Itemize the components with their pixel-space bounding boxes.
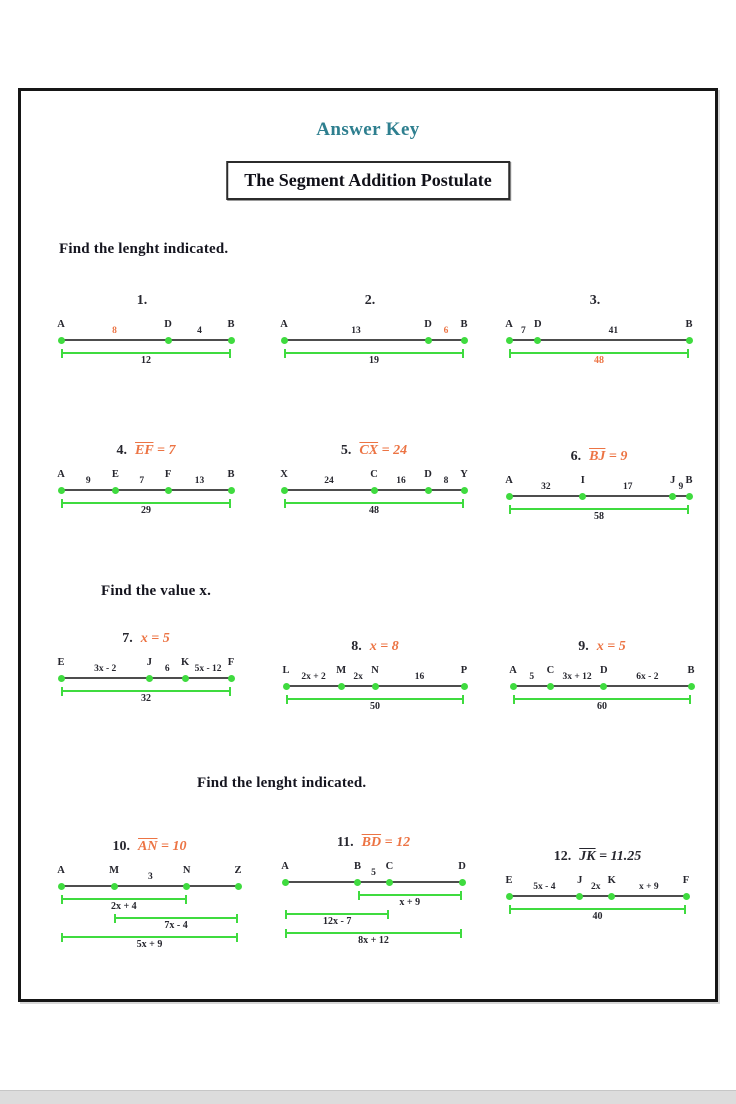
point-dot <box>58 337 65 344</box>
point-label: A <box>280 319 288 330</box>
worksheet-title: The Segment Addition Postulate <box>244 170 492 190</box>
point-label: D <box>424 319 432 330</box>
measure-line <box>285 913 389 915</box>
point-dot <box>386 879 393 886</box>
segment-line <box>509 895 686 897</box>
problem-number: 5. <box>340 443 352 458</box>
problem-number: 10. <box>112 839 131 854</box>
measure-value: 12x - 7 <box>323 916 352 927</box>
problem-11 <box>281 835 466 948</box>
point-label: C <box>370 469 378 480</box>
measure-line <box>285 932 462 934</box>
segment-line <box>285 881 462 883</box>
measure-line <box>114 917 238 919</box>
problem-4 <box>57 443 235 518</box>
point-dot <box>372 683 379 690</box>
point-label: F <box>227 657 235 668</box>
measure-value: 5x + 9 <box>136 939 163 950</box>
segment-length-label: 6 <box>443 326 449 336</box>
problem-answer <box>359 443 407 458</box>
segment-length-label: 5 <box>529 672 535 682</box>
segment-diagram <box>282 663 468 695</box>
point-label: A <box>57 865 65 876</box>
problem-title <box>284 293 464 313</box>
point-dot <box>338 683 345 690</box>
measure-line <box>61 936 238 938</box>
section-heading-find-length-2: Find the lenght indicated. <box>197 775 367 791</box>
answer-part: $\overline{AN}$ <box>138 839 158 854</box>
section-heading-find-length-1: Find the lenght indicated. <box>59 241 229 257</box>
problem-answer <box>141 631 170 646</box>
point-label: E <box>57 657 65 668</box>
point-dot <box>461 487 468 494</box>
point-label: B <box>685 319 693 330</box>
point-dot <box>669 493 676 500</box>
point-label: C <box>385 861 394 872</box>
segment-length-label: 4 <box>197 326 202 336</box>
point-dot <box>235 883 242 890</box>
point-label: J <box>577 875 583 886</box>
problem-number: 1. <box>136 293 148 308</box>
point-dot <box>688 683 695 690</box>
point-dot <box>608 893 615 900</box>
measure-bar <box>61 349 231 368</box>
segment-length-label: 9 <box>678 482 684 492</box>
measure-value: 29 <box>141 505 151 516</box>
measure-line <box>358 894 462 896</box>
point-label: M <box>336 665 347 676</box>
problem-title <box>61 631 231 651</box>
point-dot <box>686 337 693 344</box>
segment-length-label: 2x + 2 <box>301 672 326 682</box>
segment-length-label: 3x + 12 <box>562 672 592 682</box>
measure-line <box>509 908 686 910</box>
problem-2 <box>280 293 468 368</box>
segment-line <box>61 489 231 491</box>
measure-line <box>284 502 464 504</box>
segment-length-label: 5x - 12 <box>194 664 222 674</box>
problem-9 <box>509 639 695 714</box>
point-label: I <box>580 475 585 486</box>
point-dot <box>58 883 65 890</box>
segment-diagram <box>57 317 235 349</box>
answer-part: = 7 <box>153 443 176 458</box>
point-dot <box>281 487 288 494</box>
point-dot <box>182 675 189 682</box>
problem-number: 12. <box>553 849 572 864</box>
point-label: D <box>164 319 172 330</box>
measure-bar <box>285 910 389 929</box>
answer-part: = 24 <box>378 443 408 458</box>
measure-line <box>61 352 231 354</box>
point-label: B <box>460 319 468 330</box>
measure-line <box>61 690 231 692</box>
problem-answer <box>589 449 627 464</box>
measure-bar <box>509 905 686 924</box>
problem-8 <box>282 639 468 714</box>
point-dot <box>354 879 361 886</box>
problem-title <box>284 443 464 463</box>
measure-line <box>284 352 464 354</box>
point-dot <box>579 493 586 500</box>
point-dot <box>461 683 468 690</box>
problem-12 <box>505 849 690 924</box>
segment-diagram <box>57 863 242 895</box>
measure-bar <box>509 349 689 368</box>
point-dot <box>281 337 288 344</box>
answer-key-heading: Answer Key <box>316 119 420 140</box>
segment-length-label: 6x - 2 <box>636 672 659 682</box>
point-dot <box>534 337 541 344</box>
point-dot <box>146 675 153 682</box>
segment-length-label: 5 <box>371 868 376 878</box>
point-label: E <box>505 875 513 886</box>
point-dot <box>165 487 172 494</box>
answer-part: = 9 <box>605 449 628 464</box>
problem-number: 11. <box>336 835 354 850</box>
segment-length-label: 2x <box>353 672 363 682</box>
point-label: M <box>109 865 120 876</box>
measure-bar <box>358 891 462 910</box>
problem-answer <box>579 849 641 864</box>
measure-bar <box>286 695 464 714</box>
segment-line <box>284 339 464 341</box>
answer-part: $\overline{EF}$ <box>135 443 154 458</box>
point-dot <box>600 683 607 690</box>
measure-value: 48 <box>594 355 604 366</box>
problem-answer <box>362 835 410 850</box>
measure-value: 7x - 4 <box>164 920 188 931</box>
measure-value: 2x + 4 <box>110 901 137 912</box>
problem-title <box>509 293 689 313</box>
segment-length-label: 6 <box>164 664 170 674</box>
problem-answer <box>135 443 175 458</box>
point-dot <box>282 879 289 886</box>
point-label: F <box>164 469 172 480</box>
point-dot <box>506 893 513 900</box>
answer-part: x = 5 <box>596 639 626 654</box>
measure-bar <box>61 933 238 952</box>
problem-number: 4. <box>116 443 128 458</box>
point-label: N <box>182 865 191 876</box>
measure-bar <box>61 687 231 706</box>
point-dot <box>112 487 119 494</box>
segment-diagram <box>57 655 235 687</box>
measure-bar <box>285 929 462 948</box>
point-label: A <box>509 665 517 676</box>
measure-value: 19 <box>369 355 379 366</box>
segment-diagram <box>57 467 235 499</box>
problem-6 <box>505 449 693 524</box>
point-label: J <box>670 475 676 486</box>
segment-length-label: 13 <box>351 326 361 336</box>
problem-answer <box>370 639 399 654</box>
point-label: P <box>460 665 468 676</box>
problem-1 <box>57 293 235 368</box>
measure-bar <box>61 895 187 914</box>
problem-title <box>61 293 231 313</box>
point-label: K <box>607 875 616 886</box>
point-dot <box>228 675 235 682</box>
measure-value: 50 <box>370 701 380 712</box>
segment-length-label: 8 <box>112 326 117 336</box>
measure-bar <box>114 914 238 933</box>
measure-line <box>513 698 691 700</box>
measure-value: 58 <box>594 511 604 522</box>
problem-10 <box>57 839 242 952</box>
problem-title <box>509 449 689 469</box>
point-label: Y <box>460 469 468 480</box>
point-dot <box>506 493 513 500</box>
point-label: D <box>458 861 466 872</box>
problem-number: 7. <box>122 631 133 646</box>
answer-part: = 12 <box>381 835 411 850</box>
answer-part: x = 8 <box>369 639 399 654</box>
problem-5 <box>280 443 468 518</box>
point-dot <box>425 487 432 494</box>
problem-answer <box>597 639 626 654</box>
problem-title <box>285 835 462 855</box>
segment-length-label: 17 <box>623 482 633 492</box>
point-label: C <box>546 665 555 676</box>
answer-part: $\overline{BD}$ <box>361 835 382 850</box>
point-label: D <box>424 469 432 480</box>
problem-number: 9. <box>578 639 589 654</box>
problem-number: 3. <box>589 293 601 308</box>
point-label: B <box>685 475 693 486</box>
segment-diagram <box>505 317 693 349</box>
point-label: J <box>146 657 153 668</box>
point-dot <box>228 487 235 494</box>
point-label: A <box>57 319 65 330</box>
segment-diagram <box>505 873 690 905</box>
measure-value: 32 <box>141 693 151 704</box>
answer-part: $\overline{JK}$ <box>579 849 596 864</box>
problem-title <box>509 849 686 869</box>
point-label: A <box>57 469 65 480</box>
measure-bar <box>61 499 231 518</box>
measure-line <box>61 502 231 504</box>
measure-value: x + 9 <box>399 897 421 908</box>
problem-number: 6. <box>570 449 582 464</box>
point-label: B <box>227 469 235 480</box>
segment-length-label: 7 <box>139 476 145 486</box>
point-label: E <box>111 469 119 480</box>
worksheet-frame <box>18 88 718 1002</box>
point-dot <box>425 337 432 344</box>
worksheet-title-box <box>226 161 510 200</box>
point-label: B <box>227 319 235 330</box>
segment-length-label: 3x - 2 <box>94 664 117 674</box>
point-dot <box>576 893 583 900</box>
segment-line <box>509 495 689 497</box>
point-dot <box>183 883 190 890</box>
page-bottom-strip <box>0 1090 736 1104</box>
point-dot <box>111 883 118 890</box>
point-label: A <box>505 319 513 330</box>
measure-value: 12 <box>141 355 151 366</box>
measure-value: 60 <box>597 701 607 712</box>
segment-length-label: 16 <box>414 672 425 682</box>
answer-part: x = 5 <box>140 631 170 646</box>
measure-value: 40 <box>592 911 603 922</box>
point-dot <box>58 675 65 682</box>
point-label: B <box>687 665 695 676</box>
segment-length-label: 16 <box>396 476 406 486</box>
measure-line <box>509 352 689 354</box>
point-label: A <box>505 475 513 486</box>
segment-line <box>61 339 231 341</box>
measure-line <box>286 698 464 700</box>
point-label: X <box>280 469 288 480</box>
segment-length-label: 2x <box>590 882 601 892</box>
point-label: F <box>682 875 690 886</box>
segment-line <box>61 885 238 887</box>
answer-part: = 11.25 <box>595 849 642 864</box>
answer-part: $\overline{BJ}$ <box>589 449 606 464</box>
point-dot <box>165 337 172 344</box>
problem-number: 2. <box>364 293 376 308</box>
measure-bar <box>513 695 691 714</box>
problem-answer <box>138 839 186 854</box>
measure-bar <box>284 349 464 368</box>
point-label: A <box>281 861 289 872</box>
point-label: N <box>371 665 379 676</box>
answer-part: $\overline{CX}$ <box>359 443 379 458</box>
segment-diagram <box>509 663 695 695</box>
point-label: D <box>599 665 608 676</box>
measure-bar <box>509 505 689 524</box>
segment-length-label: 3 <box>148 872 153 882</box>
segment-length-label: 41 <box>608 326 619 336</box>
segment-length-label: 5x - 4 <box>533 882 556 892</box>
point-label: K <box>181 657 190 668</box>
point-label: B <box>354 861 362 872</box>
problem-3 <box>505 293 693 368</box>
problem-title <box>286 639 464 659</box>
segment-length-label: 32 <box>541 482 551 492</box>
point-dot <box>686 493 693 500</box>
segment-length-label: 24 <box>324 476 334 486</box>
problem-title <box>61 839 238 859</box>
measure-value: 48 <box>369 505 379 516</box>
segment-length-label: x + 9 <box>638 882 659 892</box>
point-dot <box>510 683 517 690</box>
point-dot <box>506 337 513 344</box>
point-dot <box>459 879 466 886</box>
measure-bar <box>284 499 464 518</box>
measure-line <box>509 508 689 510</box>
point-label: Z <box>234 865 242 876</box>
problem-7 <box>57 631 235 706</box>
segment-diagram <box>281 859 466 891</box>
segment-diagram <box>505 473 693 505</box>
point-dot <box>228 337 235 344</box>
section-heading-find-value-x: Find the value x. <box>101 583 212 599</box>
segment-length-label: 7 <box>521 326 526 336</box>
point-dot <box>371 487 378 494</box>
segment-length-label: 9 <box>85 476 91 486</box>
point-dot <box>58 487 65 494</box>
problem-title <box>513 639 691 659</box>
segment-diagram <box>280 467 468 499</box>
point-label: L <box>282 665 290 676</box>
segment-length-label: 8 <box>443 476 449 486</box>
problem-number: 8. <box>351 639 362 654</box>
point-dot <box>547 683 554 690</box>
segment-length-label: 13 <box>194 476 205 486</box>
measure-value: 8x + 12 <box>358 935 389 946</box>
point-dot <box>683 893 690 900</box>
point-dot <box>461 337 468 344</box>
answer-part: = 10 <box>157 839 187 854</box>
measure-line <box>61 898 187 900</box>
segment-diagram <box>280 317 468 349</box>
problem-title <box>61 443 231 463</box>
point-dot <box>283 683 290 690</box>
point-label: D <box>534 319 542 330</box>
